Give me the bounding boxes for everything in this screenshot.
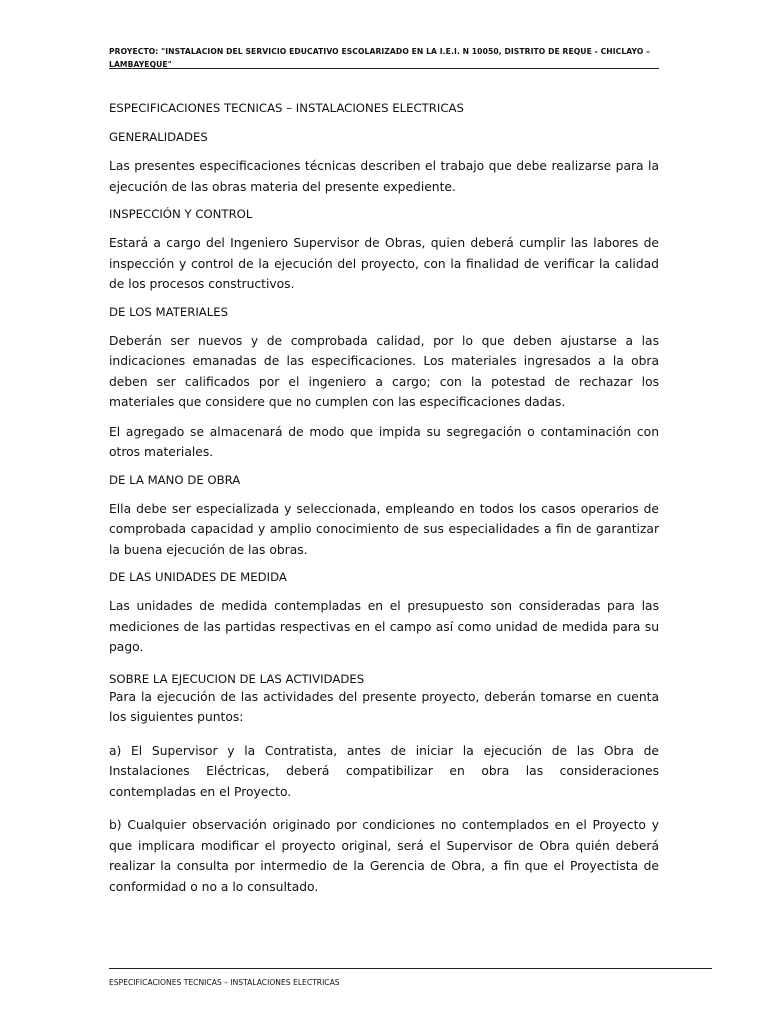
- section-heading-inspeccion: INSPECCIÓN Y CONTROL: [109, 207, 253, 221]
- paragraph-unidades: Las unidades de medida contempladas en el presupuesto son consideradas para las mediciones de las partidas respectivas en el campo así como unidad de medida para su pago.: [109, 599, 659, 654]
- paragraph-materiales-2: El agregado se almacenará de modo que impida su segregación o contaminación con otros materiales.: [109, 424, 659, 459]
- document-body: [109, 100, 659, 897]
- paragraph-inspeccion: Estará a cargo del Ingeniero Supervisor de Obras, quien deberá cumplir las labores de inspección y control de la ejecución del proyecto, con la finalidad de verificar la calidad de los procesos constructivos.: [109, 236, 659, 291]
- page-header: PROYECTO: "INSTALACION DEL SERVICIO EDUCATIVO ESCOLARIZADO EN LA I.E.I. N 10050, DISTRITO DE REQUE - CHICLAYO – LAMBAYEQUE": [109, 47, 651, 69]
- list-item-a: a) El Supervisor y la Contratista, antes de iniciar la ejecución de las Obra de Instalaciones Eléctricas, deberá compatibilizar en obra las consideraciones contempladas en el Proyecto.: [109, 743, 659, 799]
- list-item-b: b) Cualquier observación originado por condiciones no contemplados en el Proyecto y que implicara modificar el proyecto original, será el Supervisor de Obra quién deberá realizar la consulta por intermedio de la Gerencia de Obra, a fin que el Proyectista de conformidad o no a lo consultado.: [109, 818, 659, 894]
- section-heading-mano-de-obra: DE LA MANO DE OBRA: [109, 472, 241, 487]
- paragraph-mano-de-obra: Ella debe ser especializada y seleccionada, empleando en todos los casos operarios de comprobada capacidad y amplio conocimiento de sus especialidades a fin de garantizar la buena ejecución de las obras.: [109, 501, 659, 557]
- page-footer: ESPECIFICACIONES TECNICAS – INSTALACIONES ELECTRICAS: [109, 978, 340, 987]
- section-heading-unidades: DE LAS UNIDADES DE MEDIDA: [109, 570, 287, 584]
- paragraph-materiales-1: Deberán ser nuevos y de comprobada calidad, por lo que deben ajustarse a las indicaciones emanadas de las especificaciones. Los materiales ingresados a la obra deben ser calificados por el ingeniero a cargo; con la potestad de rechazar los materiales que considere que no cumplen con las especificaciones dadas.: [109, 333, 659, 409]
- paragraph-ejecucion-intro: Para la ejecución de las actividades del presente proyecto, deberán tomarse en cuenta los siguientes puntos:: [109, 689, 659, 724]
- section-heading-generalidades: GENERALIDADES: [109, 130, 208, 144]
- section-heading-ejecucion: SOBRE LA EJECUCION DE LAS ACTIVIDADES: [109, 671, 365, 686]
- header-divider: [109, 68, 659, 69]
- paragraph-generalidades: Las presentes especificaciones técnicas describen el trabajo que debe realizarse para la ejecución de las obras materia del presente expediente.: [109, 159, 659, 194]
- section-heading-materiales: DE LOS MATERIALES: [109, 304, 229, 319]
- footer-divider: [109, 968, 712, 969]
- document-title: ESPECIFICACIONES TECNICAS – INSTALACIONES ELECTRICAS: [109, 101, 464, 115]
